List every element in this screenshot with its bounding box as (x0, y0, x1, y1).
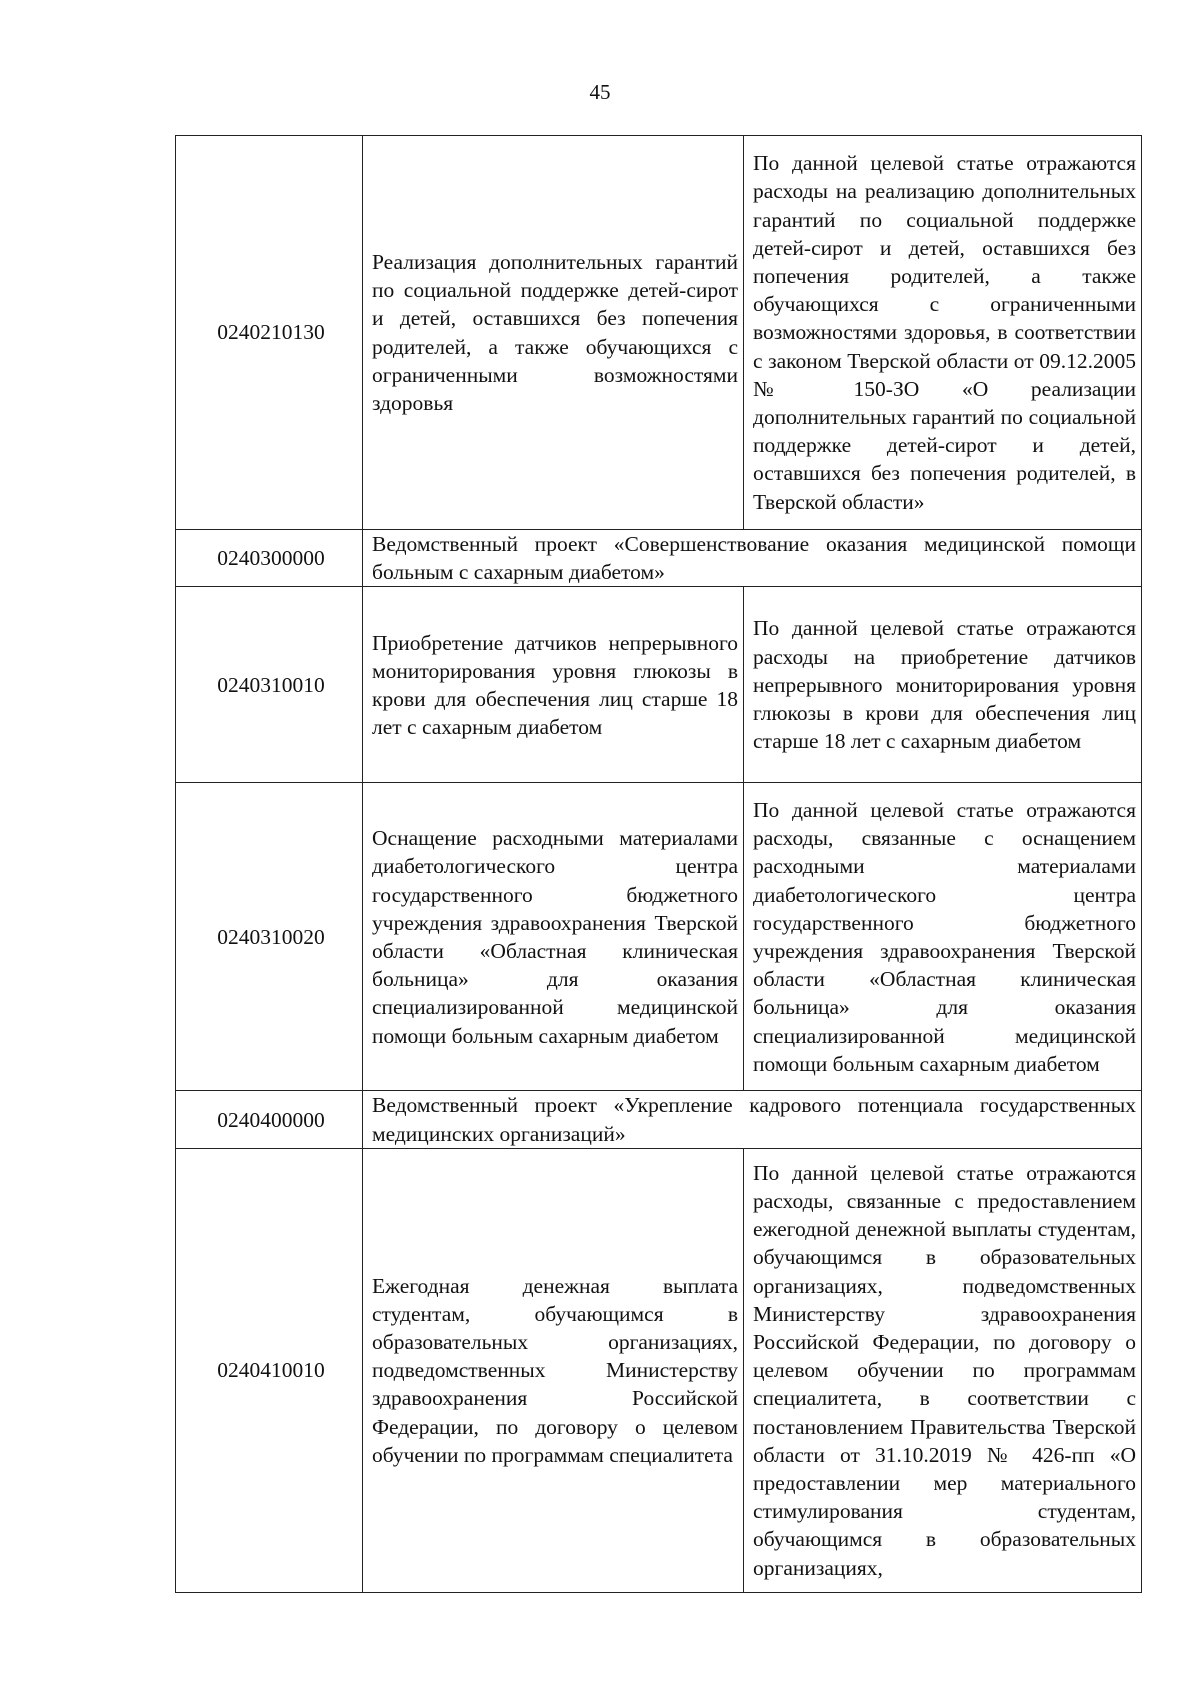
table-row (176, 783, 1142, 1091)
article-description: По данной целевой статье отражаются расходы, связанные с оснащением расходными материалами диабетологического центра государственного бюджетного учреждения здравоохранения Тверской области «Областная клиническая больница» для оказания специализированной медицинской помощи больным сахарным диабетом (744, 783, 1142, 1091)
target-articles-table (175, 135, 1142, 1593)
project-title: Ведомственный проект «Укрепление кадрового потенциала государственных медицинских организаций» (363, 1091, 1142, 1148)
project-title: Ведомственный проект «Совершенствование оказания медицинской помощи больным с сахарным диабетом» (363, 530, 1142, 587)
article-code: 0240310020 (176, 783, 363, 1091)
article-code: 0240310010 (176, 587, 363, 783)
table-row (176, 1091, 1142, 1148)
article-code: 0240210130 (176, 136, 363, 530)
article-description: По данной целевой статье отражаются расходы на реализацию дополнительных гарантий по социальной поддержке детей-сирот и детей, оставшихся без попечения родителей, а также обучающихся с ограниченными возможностями здоровья, в соответствии с законом Тверской области от 09.12.2005 № 150-ЗО «О реализации дополнительных гарантий по социальной поддержке детей-сирот и детей, оставшихся без попечения родителей, в Тверской области» (744, 136, 1142, 530)
table-row (176, 587, 1142, 783)
article-name: Ежегодная денежная выплата студентам, обучающимся в образовательных организациях, подведомственных Министерству здравоохранения Российской Федерации, по договору о целевом обучении по программам специалитета (363, 1148, 744, 1592)
page-number: 45 (589, 80, 611, 104)
table-row (176, 136, 1142, 530)
article-name: Приобретение датчиков непрерывного мониторирования уровня глюкозы в крови для обеспечения лиц старше 18 лет с сахарным диабетом (363, 587, 744, 783)
table-row (176, 530, 1142, 587)
article-code: 0240400000 (176, 1091, 363, 1148)
table-row (176, 1148, 1142, 1592)
article-name: Реализация дополнительных гарантий по социальной поддержке детей-сирот и детей, оставшихся без попечения родителей, а также обучающихся с ограниченными возможностями здоровья (363, 136, 744, 530)
article-code: 0240410010 (176, 1148, 363, 1592)
article-code: 0240300000 (176, 530, 363, 587)
article-description: По данной целевой статье отражаются расходы, связанные с предоставлением ежегодной денежной выплаты студентам, обучающимся в образовательных организациях, подведомственных Министерству здравоохранения Российской Федерации, по договору о целевом обучении по программам специалитета, в соответствии с постановлением Правительства Тверской области от 31.10.2019 № 426-пп «О предоставлении мер материального стимулирования студентам, обучающимся в образовательных организациях, (744, 1148, 1142, 1592)
article-description: По данной целевой статье отражаются расходы на приобретение датчиков непрерывного мониторирования уровня глюкозы в крови для обеспечения лиц старше 18 лет с сахарным диабетом (744, 587, 1142, 783)
article-name: Оснащение расходными материалами диабетологического центра государственного бюджетного учреждения здравоохранения Тверской области «Областная клиническая больница» для оказания специализированной медицинской помощи больным сахарным диабетом (363, 783, 744, 1091)
